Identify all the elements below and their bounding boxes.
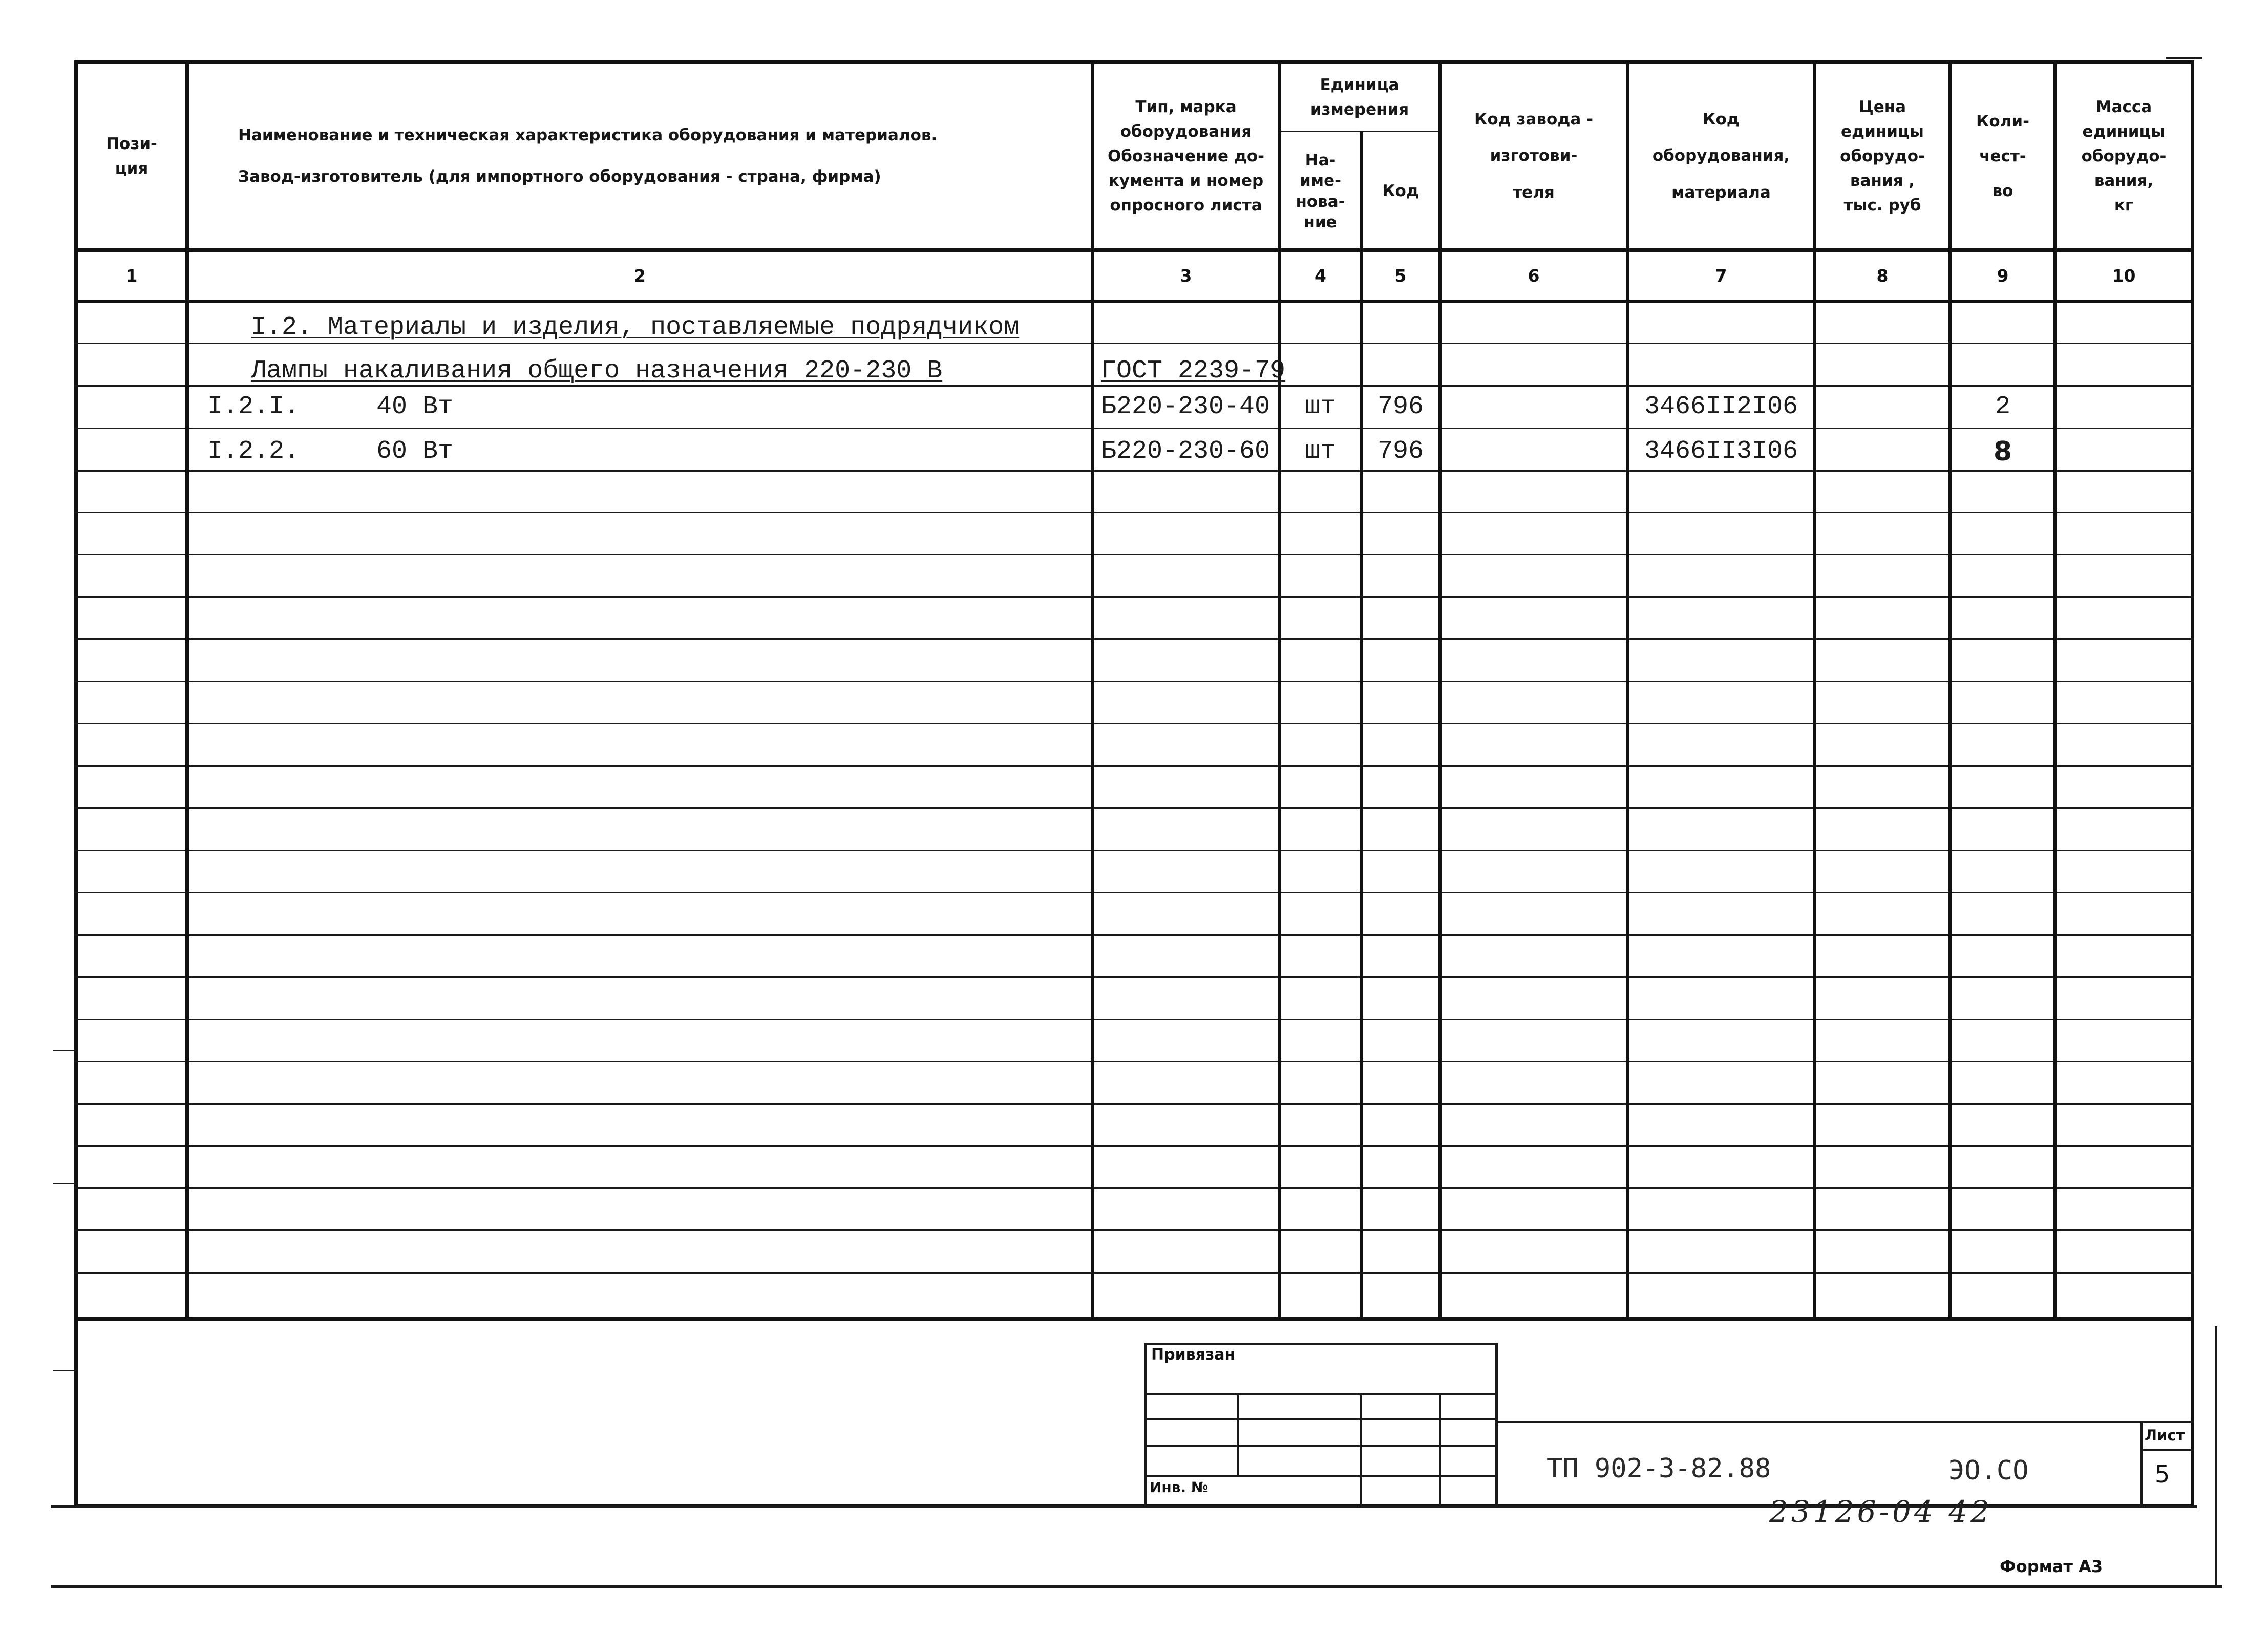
stamp-col (1439, 1394, 1441, 1507)
col-line-2 (1091, 60, 1094, 1318)
row-material-code: 3466II3I06 (1644, 437, 1798, 466)
row-line (74, 638, 2194, 640)
sheet-box-side (2140, 1421, 2143, 1505)
header-material-code: Код оборудования, материала (1652, 110, 1790, 202)
row-type: Б220-230-40 (1101, 392, 1270, 421)
header-quantity: Коли- чест- во (1976, 112, 2029, 201)
row-line (74, 850, 2194, 851)
section-title: I.2. Материалы и изделия, поставляемые подрядчиком (251, 313, 1020, 342)
row-line (74, 1229, 2194, 1231)
row-type: Б220-230-60 (1101, 437, 1270, 466)
row-unit: шт (1305, 392, 1336, 421)
col-line-4 (1360, 131, 1363, 1318)
row-line (74, 1272, 2194, 1274)
page-right-line (2215, 1326, 2217, 1587)
sheet-box-line (2140, 1449, 2194, 1451)
row-line (74, 681, 2194, 682)
header-unit-code: Код (1382, 182, 1419, 201)
row-line (74, 765, 2194, 767)
row-line (74, 1145, 2194, 1147)
row-line (74, 1187, 2194, 1189)
format-label: Формат А3 (2000, 1557, 2103, 1576)
stamp-top (1144, 1343, 1498, 1345)
row-name: 40 Вт (376, 392, 454, 421)
document-number: ТП 902-3-82.88 (1546, 1453, 1771, 1484)
stamp-line (1144, 1445, 1498, 1447)
row-line (74, 554, 2194, 555)
rows-bottom-line (74, 1317, 2194, 1321)
column-number: 5 (1394, 266, 1407, 286)
header-unit-name: На- име- нова- ние (1296, 151, 1345, 231)
column-number: 7 (1715, 266, 1727, 286)
row-line (74, 1103, 2194, 1105)
stamp-col (1360, 1394, 1362, 1507)
row-line (74, 934, 2194, 936)
stamp-line (1144, 1393, 1498, 1395)
col-line-6 (1626, 60, 1629, 1318)
group-title: Лампы накаливания общего назначения 220-230 В (251, 356, 943, 386)
column-number: 3 (1180, 266, 1192, 286)
row-position: I.2.2. (207, 437, 300, 466)
row-unit-code: 796 (1377, 437, 1424, 466)
stamp-side (1144, 1343, 1147, 1507)
corner-tick (2166, 57, 2202, 59)
row-line (74, 596, 2194, 598)
row-line (74, 723, 2194, 724)
col-line-7 (1813, 60, 1816, 1318)
row-line (74, 428, 2194, 429)
group-standard: ГОСТ 2239-79 (1101, 356, 1286, 386)
inv-label: Инв. № (1150, 1479, 1209, 1496)
row-line (74, 807, 2194, 809)
row-material-code: 3466II2I06 (1644, 392, 1798, 421)
header-price: Цена единицы оборудо- вания , тыс. руб (1840, 97, 1925, 215)
row-line (74, 470, 2194, 472)
stamp-line (1144, 1418, 1498, 1420)
col-line-5 (1438, 60, 1442, 1318)
col-line-1 (185, 60, 189, 1318)
row-name: 60 Вт (376, 437, 454, 466)
row-position: I.2.I. (207, 392, 300, 421)
row-unit: шт (1305, 437, 1336, 466)
header-name: Наименование и техническая характеристика оборудования и материалов. Завод-изготовитель (для импортного оборудования - страна, фирма) (238, 126, 938, 186)
margin-tick (53, 1050, 76, 1051)
column-number: 9 (1997, 266, 2009, 286)
bound-label: Привязан (1151, 1346, 1236, 1364)
header-divider (74, 248, 2194, 252)
header-unit-group: Единица измерения (1310, 75, 1409, 119)
handwritten-number: 23126-04 42 (1769, 1494, 1993, 1529)
row-quantity: 8 (1993, 436, 2012, 467)
row-line (74, 1061, 2194, 1062)
header-plant-code: Код завода - изготови- теля (1474, 110, 1593, 202)
stamp-col (1237, 1394, 1239, 1476)
col-line-3 (1278, 60, 1281, 1318)
column-number: 2 (634, 266, 646, 286)
col-line-9 (2053, 60, 2057, 1318)
row-unit-code: 796 (1377, 392, 1424, 421)
column-number: 1 (125, 266, 138, 286)
row-line (74, 976, 2194, 978)
row-line (74, 892, 2194, 893)
column-number: 8 (1876, 266, 1889, 286)
stamp-side (1495, 1343, 1498, 1507)
row-line (74, 1019, 2194, 1020)
margin-tick (53, 1370, 76, 1371)
stamp-line (1144, 1475, 1498, 1477)
sheet-number: 5 (2155, 1460, 2170, 1488)
page-bottom-line (51, 1585, 2222, 1588)
margin-tick (53, 1183, 76, 1184)
column-number: 6 (1528, 266, 1540, 286)
sheet-label: Лист (2145, 1427, 2185, 1444)
row-quantity: 2 (1995, 392, 2010, 421)
stamp-main-line (1495, 1421, 2194, 1423)
column-number: 10 (2112, 266, 2136, 286)
section-code: ЭО.СО (1948, 1455, 2029, 1486)
row-line (74, 512, 2194, 513)
col-line-8 (1948, 60, 1952, 1318)
header-position: Пози- ция (106, 134, 157, 178)
header-mass: Масса единицы оборудо- вания, кг (2081, 97, 2167, 215)
column-number: 4 (1315, 266, 1326, 286)
header-type: Тип, марка оборудования Обозначение до- кумента и номер опросного листа (1107, 97, 1265, 215)
numbers-divider (74, 300, 2194, 303)
